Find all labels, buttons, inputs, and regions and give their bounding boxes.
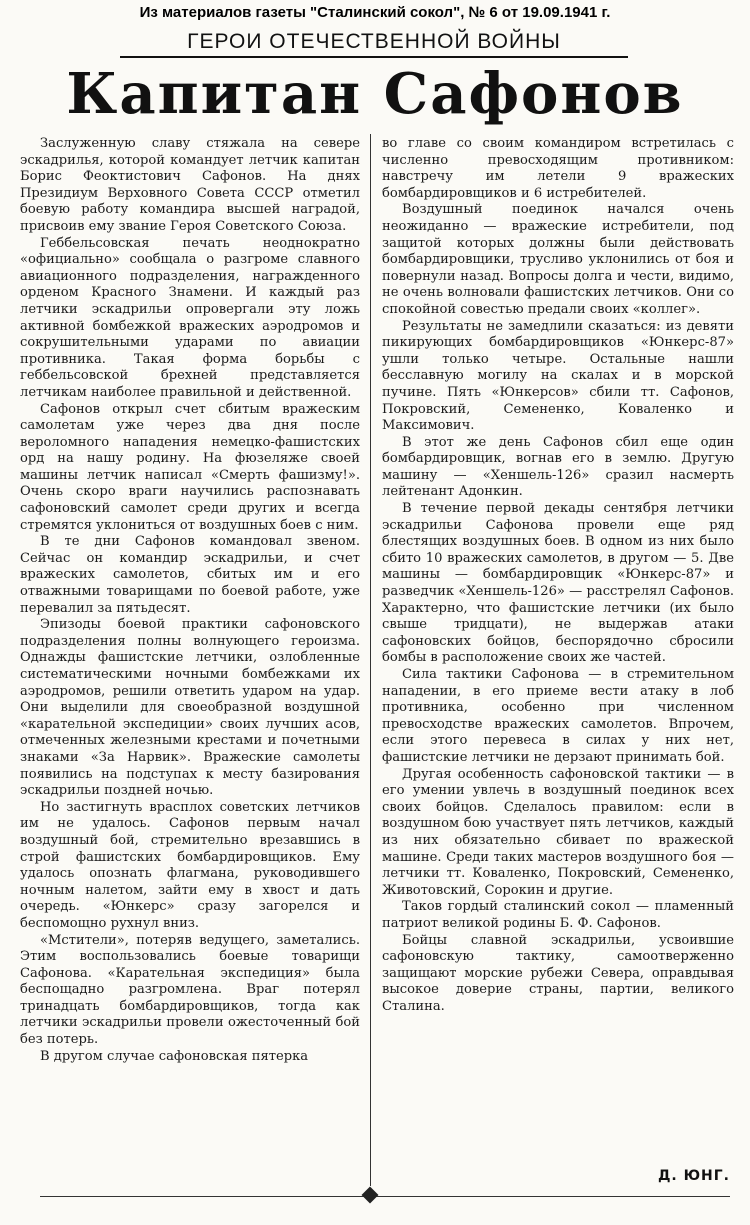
- bottom-rule: [40, 1196, 730, 1197]
- paragraph: Результаты не замедлили сказаться: из девяти пикирующих бомбардировщиков «Юнкерс-87» ушли только четыре. Остальные нашли бесславную могилу на скалах и в морской пучине. Пять «Юнкерсов» сбили тт. Сафонов, Покровский, Семененко, Коваленко и Максимович.: [382, 318, 734, 434]
- section-rubric: ГЕРОИ ОТЕЧЕСТВЕННОЙ ВОЙНЫ: [120, 30, 628, 58]
- column-divider: [370, 134, 371, 1186]
- paragraph: Но застигнуть врасплох советских летчиков им не удалось. Сафонов первым начал воздушный бой, стремительно врезавшись в строй фашистских бомбардировщиков. Ему удалось опознать флагмана, руководившего ночным налетом, зайти ему в хвост и дать очередь. «Юнкерс» сразу загорелся и беспомощно рухнул вниз.: [20, 799, 360, 931]
- paragraph: Геббельсовская печать неоднократно «официально» сообщала о разгроме славного авиационного подразделения, награжденного орденом Красного Знамени. И каждый раз летчики эскадрильи опровергали эту ложь активной бомбежкой вражеских аэродромов и сокрушительными ударами по авиации противника. Такая форма борьбы с геббельсовской брехней представляется летчикам наиболее правильной и действенной.: [20, 235, 360, 400]
- paragraph-continuation: во главе со своим командиром встретилась с численно превосходящим противником: навстречу им летели 9 вражеских бомбардировщиков и 6 истребителей.: [382, 136, 734, 201]
- paragraph: Заслуженную славу стяжала на севере эскадрилья, которой командует летчик капитан Борис Феоктистович Сафонов. На днях Президиум Верховного Совета СССР отметил боевую работу командира высшей наградой, присвоив ему звание Героя Советского Союза.: [20, 136, 360, 234]
- paragraph: Таков гордый сталинский сокол — пламенный патриот великой родины Б. Ф. Сафонов.: [382, 899, 734, 931]
- article-headline: Капитан Сафонов: [66, 61, 684, 127]
- paragraph: Бойцы славной эскадрильи, усвоившие сафоновскую тактику, самоотверженно защищают морские рубежи Севера, оправдывая высокое доверие страны, партии, великого Сталина.: [382, 932, 734, 1014]
- paragraph: В течение первой декады сентября летчики эскадрильи Сафонова провели еще ряд блестящих воздушных боев. В одном из них было сбито 10 вражеских самолетов, в другом — 5. Две машины — бомбардировщик «Юнкерс-87» и разведчик «Хеншель-126» — расстрелял Сафонов. Характерно, что фашистские летчики (их было свыше тридцати), не выдержав атаки сафоновских бойцов, беспорядочно сбросили бомбы в расположение своих же частей.: [382, 501, 734, 666]
- paragraph: В этот же день Сафонов сбил еще один бомбардировщик, вогнав его в землю. Другую машину — «Хеншель-126» сразил насмерть лейтенант Адонкин.: [382, 434, 734, 500]
- paragraph: Сафонов открыл счет сбитым вражеским самолетам уже через два дня после вероломного нападения немецко-фашистских орд на нашу родину. На фюзеляже своей машины летчик написал «Смерть фашизму!». Очень скоро враги научились распознавать сафоновский самолет среди других и всегда стремятся уклониться от воздушных боев с ним.: [20, 401, 360, 533]
- right-column: [382, 136, 734, 1015]
- paragraph: В другом случае сафоновская пятерка: [40, 1048, 309, 1064]
- paragraph: Другая особенность сафоновской тактики — в его умении увлечь в воздушный поединок всех своих бойцов. Сделалось правилом: если в воздушном бою участвует пять летчиков, каждый из них обязательно сбивает по вражеской машине. Среди таких мастеров воздушного боя — летчики тт. Коваленко, Покровский, Семененко, Животовский, Сорокин и другие.: [382, 766, 734, 898]
- source-caption: Из материалов газеты "Сталинский сокол", № 6 от 19.09.1941 г.: [139, 4, 611, 21]
- paragraph: Воздушный поединок начался очень неожиданно — вражеские истребители, под защитой которых должны были действовать бомбардировщики, трусливо уклонились от боя и повернули назад. Вопросы долга и чести, видимо, не очень волновали фашистских летчиков. Они со спокойной совестью предали своих «коллег».: [382, 202, 734, 317]
- diamond-ornament-icon: [362, 1187, 379, 1204]
- author-signature: Д. ЮНГ.: [657, 1168, 730, 1184]
- paragraph: В те дни Сафонов командовал звеном. Сейчас он командир эскадрильи, и счет вражеских самолетов, сбитых им и его отважными товарищами по боевой работе, уже перевалил за пятьдесят.: [20, 534, 360, 616]
- paragraph: «Мстители», потеряв ведущего, заметались. Этим воспользовались боевые товарищи Сафонова. «Карательная экспедиция» была беспощадно разгромлена. Враг потерял тринадцать бомбардировщиков, тогда как летчики эскадрильи провели ожесточенный бой без потерь.: [20, 932, 360, 1048]
- paragraph: Эпизоды боевой практики сафоновского подразделения полны волнующего героизма. Однажды фашистские летчики, озлобленные систематическими ночными бомбежками их аэродромов, решили ответить ударом на удар. Они выделили для своеобразной воздушной «карательной экспедиции» своих лучших асов, отмеченных железными крестами и почетными знаками «За Нарвик». Вражеские самолеты появились на подступах к месту базирования эскадрильи поздней ночью.: [20, 617, 360, 799]
- left-column: [20, 136, 360, 1065]
- paragraph: Сила тактики Сафонова — в стремительном нападении, в его приеме вести атаку в лоб противника, особенно при численном превосходстве вражеских самолетов. Впрочем, если этого перевеса в силах у них нет, фашистские летчики не дерзают принимать бой.: [382, 667, 734, 765]
